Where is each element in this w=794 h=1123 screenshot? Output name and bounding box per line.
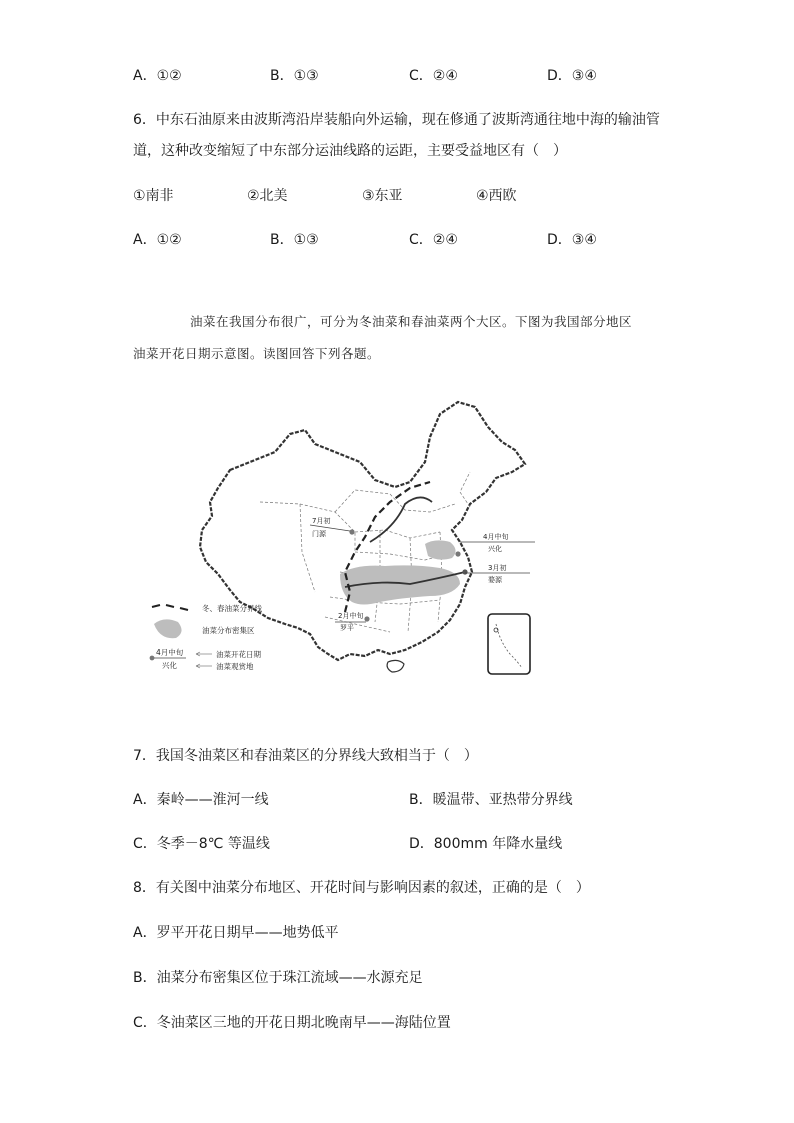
q7-option-a: A．秦岭——淮河一线 — [133, 792, 269, 808]
q6-option-a: A．①② — [133, 232, 182, 248]
luoping-marker — [364, 616, 369, 621]
q8-option-b: B．油菜分布密集区位于珠江流域——水源充足 — [133, 970, 423, 986]
q6-option-b: B．①③ — [270, 232, 319, 248]
menyuan-marker — [349, 529, 354, 534]
luoping-date-label: 2月中旬 — [338, 612, 364, 620]
hainan-island — [387, 660, 404, 672]
q7-stem: 7．我国冬油菜区和春油菜区的分界线大致相当于（ ） — [133, 748, 478, 764]
q6-item-4: ④西欧 — [476, 188, 517, 204]
q5-option-b: B．①③ — [270, 68, 319, 84]
q7-option-c: C．冬季－8℃ 等温线 — [133, 836, 270, 852]
q5-option-a: A．①② — [133, 68, 182, 84]
map-legend — [150, 603, 263, 671]
rapeseed-flowering-map — [140, 392, 540, 692]
legend-sample-name: 兴化 — [162, 661, 177, 670]
q8-stem: 8．有关图中油菜分布地区、开花时间与影响因素的叙述，正确的是（ ） — [133, 880, 590, 896]
intro-line1: 油菜在我国分布很广，可分为冬油菜和春油菜两个大区。下图为我国部分地区 — [190, 314, 633, 329]
q6-item-2: ②北美 — [247, 188, 288, 204]
q6-option-d: D．③④ — [547, 232, 597, 248]
legend-location-label: 油菜观赏地 — [216, 662, 254, 671]
q7-option-b: B．暖温带、亚热带分界线 — [409, 792, 573, 808]
wuyuan-marker — [462, 569, 467, 574]
legend-sample-date: 4月中旬 — [156, 648, 184, 657]
menyuan-name-label: 门源 — [312, 530, 326, 538]
china-outline — [200, 402, 525, 660]
xinghua-date-label: 4月中旬 — [483, 533, 509, 541]
south-china-sea-inset — [488, 614, 530, 674]
dense-distribution-area-north — [425, 540, 456, 559]
xinghua-marker — [455, 551, 460, 556]
q6-item-3: ③东亚 — [362, 188, 403, 204]
legend-boundary-label: 冬、春油菜分界线 — [202, 604, 262, 613]
q8-option-a: A．罗平开花日期早——地势低平 — [133, 925, 339, 941]
wuyuan-date-label: 3月初 — [488, 564, 507, 572]
q6-stem-line1: 6．中东石油原来由波斯湾沿岸装船向外运输，现在修通了波斯湾通往地中海的输油管 — [133, 112, 660, 128]
wuyuan-name-label: 婺源 — [488, 576, 502, 584]
legend-flower-date-label: 油菜开花日期 — [216, 650, 261, 659]
q7-option-d: D．800mm 年降水量线 — [409, 836, 563, 852]
q8-option-c: C．冬油菜区三地的开花日期北晚南早——海陆位置 — [133, 1015, 451, 1031]
menyuan-date-label: 7月初 — [312, 517, 331, 525]
xinghua-name-label: 兴化 — [488, 545, 502, 553]
q5-option-c: C．②④ — [409, 68, 458, 84]
q6-stem-line2: 道，这种改变缩短了中东部分运油线路的运距，主要受益地区有（ ） — [133, 143, 567, 159]
q6-option-c: C．②④ — [409, 232, 458, 248]
intro-line2: 油菜开花日期示意图。读图回答下列各题。 — [133, 346, 381, 361]
q5-option-d: D．③④ — [547, 68, 597, 84]
luoping-name-label: 罗平 — [340, 624, 354, 632]
legend-dense-area-label: 油菜分布密集区 — [202, 626, 255, 635]
q6-item-1: ①南非 — [133, 188, 174, 204]
